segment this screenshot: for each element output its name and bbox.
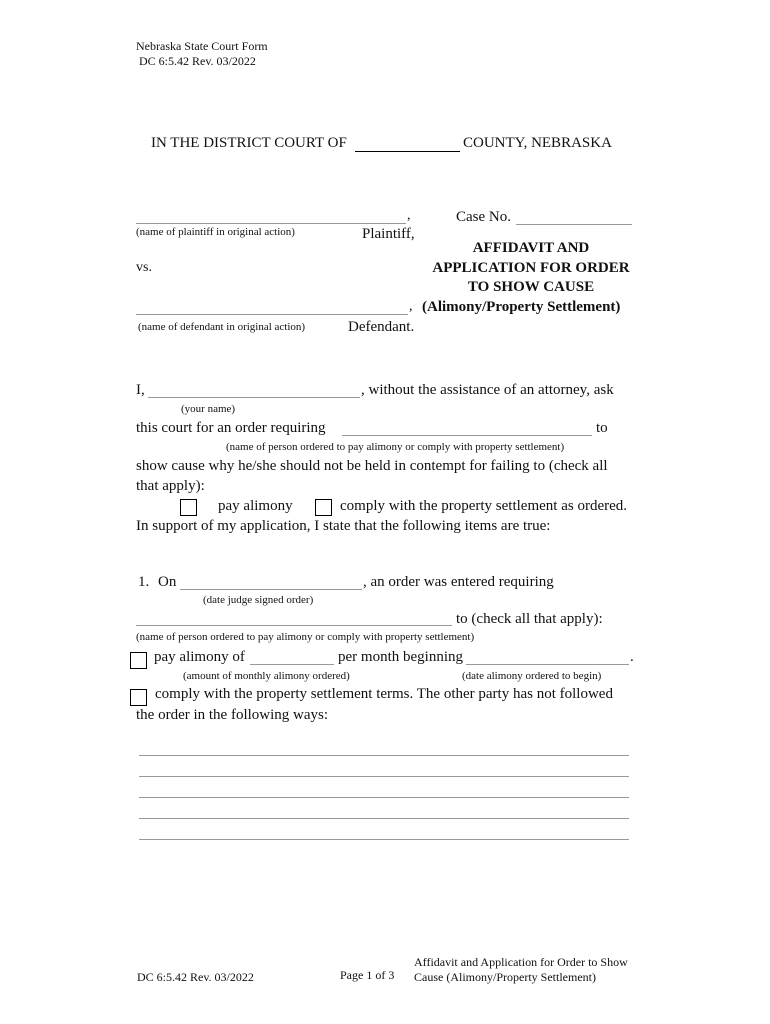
comply-terms-checkbox[interactable] xyxy=(130,689,147,706)
county-blank[interactable] xyxy=(355,151,460,152)
case-no-label: Case No. xyxy=(456,209,511,225)
defendant-name-blank[interactable] xyxy=(136,314,408,315)
document-title-line2: APPLICATION FOR ORDER xyxy=(432,260,630,276)
court-line-prefix: IN THE DISTRICT COURT OF xyxy=(151,135,347,151)
defendant-label: Defendant. xyxy=(348,319,415,335)
explanation-line[interactable] xyxy=(139,839,629,840)
to-check-text: to (check all that apply): xyxy=(456,611,603,627)
order-date-blank[interactable] xyxy=(180,589,362,590)
per-month-label: per month beginning xyxy=(338,649,463,665)
person-ordered-blank-1[interactable] xyxy=(342,435,592,436)
court-order-text: this court for an order requiring xyxy=(136,420,326,436)
show-cause-text: show cause why he/she should not be held in contempt for failing to (check all xyxy=(136,458,608,474)
explanation-line[interactable] xyxy=(139,797,629,798)
without-attorney-text: , without the assistance of an attorney, ask xyxy=(361,382,614,398)
begin-date-hint: (date alimony ordered to begin) xyxy=(462,670,602,682)
item-number: 1. xyxy=(138,574,150,590)
pay-alimony-checkbox[interactable] xyxy=(180,499,197,516)
footer-form-revision: DC 6:5.42 Rev. 03/2022 xyxy=(137,970,254,984)
pay-alimony-option-label: pay alimony xyxy=(218,498,293,514)
person-ordered-hint-2: (name of person ordered to pay alimony or comply with property settlement) xyxy=(136,631,475,643)
document-title-line4: (Alimony/Property Settlement) xyxy=(422,299,621,315)
plaintiff-label: Plaintiff, xyxy=(362,226,415,242)
pay-alimony-of-checkbox[interactable] xyxy=(130,652,147,669)
comply-settlement-checkbox[interactable] xyxy=(315,499,332,516)
explanation-line[interactable] xyxy=(139,776,629,777)
date-signed-hint: (date judge signed order) xyxy=(203,594,314,606)
defendant-hint: (name of defendant in original action) xyxy=(138,321,306,333)
begin-date-blank[interactable] xyxy=(466,664,629,665)
show-cause-text-cont: that apply): xyxy=(136,478,205,494)
comply-terms-text-cont: the order in the following ways: xyxy=(136,707,329,723)
explanation-line[interactable] xyxy=(139,755,629,756)
footer-title-line1: Affidavit and Application for Order to Show xyxy=(414,955,628,969)
period: . xyxy=(630,649,634,665)
footer-title-line2: Cause (Alimony/Property Settlement) xyxy=(414,970,596,984)
on-label: On xyxy=(158,574,177,590)
order-entered-text: , an order was entered requiring xyxy=(363,574,554,590)
person-ordered-hint-1: (name of person ordered to pay alimony or comply with property settlement) xyxy=(226,441,565,453)
pay-alimony-of-label: pay alimony of xyxy=(154,649,245,665)
plaintiff-name-blank[interactable] xyxy=(136,223,406,224)
your-name-blank[interactable] xyxy=(148,397,360,398)
footer-page-number: Page 1 of 3 xyxy=(340,968,395,982)
court-line-suffix: COUNTY, NEBRASKA xyxy=(463,135,612,151)
document-title-line1: AFFIDAVIT AND xyxy=(472,240,590,256)
to-label: to xyxy=(596,420,608,436)
document-title-line3: TO SHOW CAUSE xyxy=(467,279,595,295)
i-label: I, xyxy=(136,382,145,398)
in-support-text: In support of my application, I state that the following items are true: xyxy=(136,518,551,534)
versus-label: vs. xyxy=(136,260,152,275)
form-name: Nebraska State Court Form xyxy=(136,39,268,53)
comply-settlement-option-label: comply with the property settlement as ordered. xyxy=(340,498,627,514)
caption-comma: , xyxy=(407,208,411,223)
plaintiff-hint: (name of plaintiff in original action) xyxy=(136,226,295,238)
amount-hint: (amount of monthly alimony ordered) xyxy=(183,670,350,682)
person-ordered-blank-2[interactable] xyxy=(136,625,452,626)
form-revision: DC 6:5.42 Rev. 03/2022 xyxy=(139,54,256,68)
case-no-blank[interactable] xyxy=(516,224,632,225)
caption-comma: , xyxy=(409,299,413,314)
monthly-amount-blank[interactable] xyxy=(250,664,334,665)
comply-terms-text: comply with the property settlement terms. The other party has not followed xyxy=(155,686,613,702)
explanation-line[interactable] xyxy=(139,818,629,819)
your-name-hint: (your name) xyxy=(181,403,236,415)
